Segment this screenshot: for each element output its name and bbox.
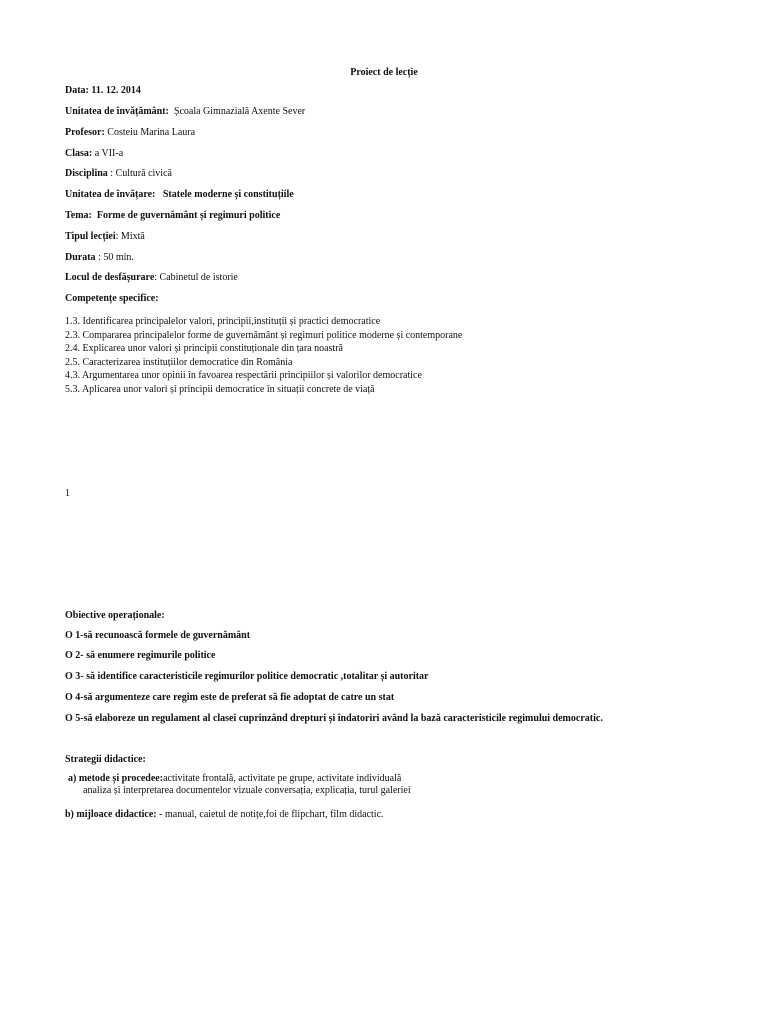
strategy-methods-label: a) metode și procedee: <box>68 773 164 784</box>
field-date-label: Data: 11. 12. 2014 <box>65 85 141 96</box>
field-location-label: Locul de desfășurare <box>65 272 155 283</box>
field-class-value: a VII-a <box>92 148 124 159</box>
strategy-means-text: - manual, caietul de notițe,foi de flipchart, film didactic. <box>156 809 384 820</box>
field-theme-label: Tema: <box>65 210 92 221</box>
field-competences-label: Competențe specifice: <box>65 293 159 304</box>
document-title: Proiect de lecție <box>350 67 418 78</box>
objective-item: O 4-să argumenteze care regim este de preferat să fie adoptat de catre un stat <box>65 692 395 703</box>
field-theme <box>65 210 280 221</box>
field-competences <box>65 293 159 304</box>
field-teacher <box>65 127 195 138</box>
field-location-value: : Cabinetul de istorie <box>154 272 238 283</box>
field-lesson-type-value: : Mixtă <box>115 231 145 242</box>
list-item: 2.4. Explicarea unor valori și principii constituționale din țara noastră <box>65 343 343 354</box>
field-teacher-value: Costeiu Marina Laura <box>104 127 196 138</box>
field-learning-unit-value: Statele moderne și constituțiile <box>155 189 294 200</box>
objective-item: O 1-să recunoască formele de guvernământ <box>65 630 251 641</box>
strategy-means-label: b) mijloace didactice: <box>65 809 157 820</box>
objectives-title: Obiective operaționale: <box>65 610 165 621</box>
field-date <box>65 85 141 96</box>
list-item: 5.3. Aplicarea unor valori și principii democratice în situații concrete de viață <box>65 383 375 395</box>
field-discipline-value: : Cultură civică <box>107 168 172 179</box>
field-duration <box>65 252 134 263</box>
list-item: 1.3. Identificarea principalelor valori, principii,instituții și practici democratice <box>65 316 381 327</box>
competences-list <box>65 315 462 396</box>
list-item: 2.5. Caracterizarea instituțiilor democratice din România <box>65 356 293 368</box>
page-number: 1 <box>65 488 70 499</box>
objective-item: O 5-să elaboreze un regulament al clasei cuprinzând drepturi și îndatoriri având la bază caracteristicile regimului democratic. <box>65 713 603 724</box>
field-duration-label: Durata <box>65 252 96 263</box>
field-teacher-label: Profesor: <box>65 127 105 138</box>
strategy-methods-text: activitate frontală, activitate pe grupe, activitate individuală <box>163 773 402 784</box>
objective-item: O 3- să identifice caracteristicile regimurilor politice democratic ,totalitar și autoritar <box>65 671 429 682</box>
field-lesson-type-label: Tipul lecției <box>65 231 116 242</box>
objective-item: O 2- să enumere regimurile politice <box>65 650 216 661</box>
strategies-title: Strategii didactice: <box>65 754 146 765</box>
field-learning-unit <box>65 189 294 200</box>
field-theme-value: Forme de guvernământ și regimuri politice <box>91 210 281 221</box>
strategy-methods-text2: analiza și interpretarea documentelor vizuale conversația, explicația, turul galeriei <box>83 785 411 796</box>
list-item: 4.3. Argumentarea unor opinii în favoarea respectării principiilor și valorilor democratice <box>65 370 422 381</box>
field-discipline-label: Disciplina <box>65 168 108 179</box>
field-lesson-type <box>65 231 145 242</box>
field-school-label: Unitatea de învățământ: <box>65 106 169 117</box>
field-discipline <box>65 168 172 179</box>
field-school-value: Școala Gimnazială Axente Sever <box>168 106 306 117</box>
strategy-methods <box>68 773 411 797</box>
field-location <box>65 272 238 283</box>
strategy-means <box>65 809 384 820</box>
field-duration-value: : 50 min. <box>95 252 134 263</box>
field-class <box>65 148 123 159</box>
list-item: 2.3. Compararea principalelor forme de guvernământ și regimuri politice moderne și contemporane <box>65 329 463 341</box>
field-school <box>65 106 305 117</box>
field-class-label: Clasa: <box>65 148 93 159</box>
field-learning-unit-label: Unitatea de învățare: <box>65 189 156 200</box>
